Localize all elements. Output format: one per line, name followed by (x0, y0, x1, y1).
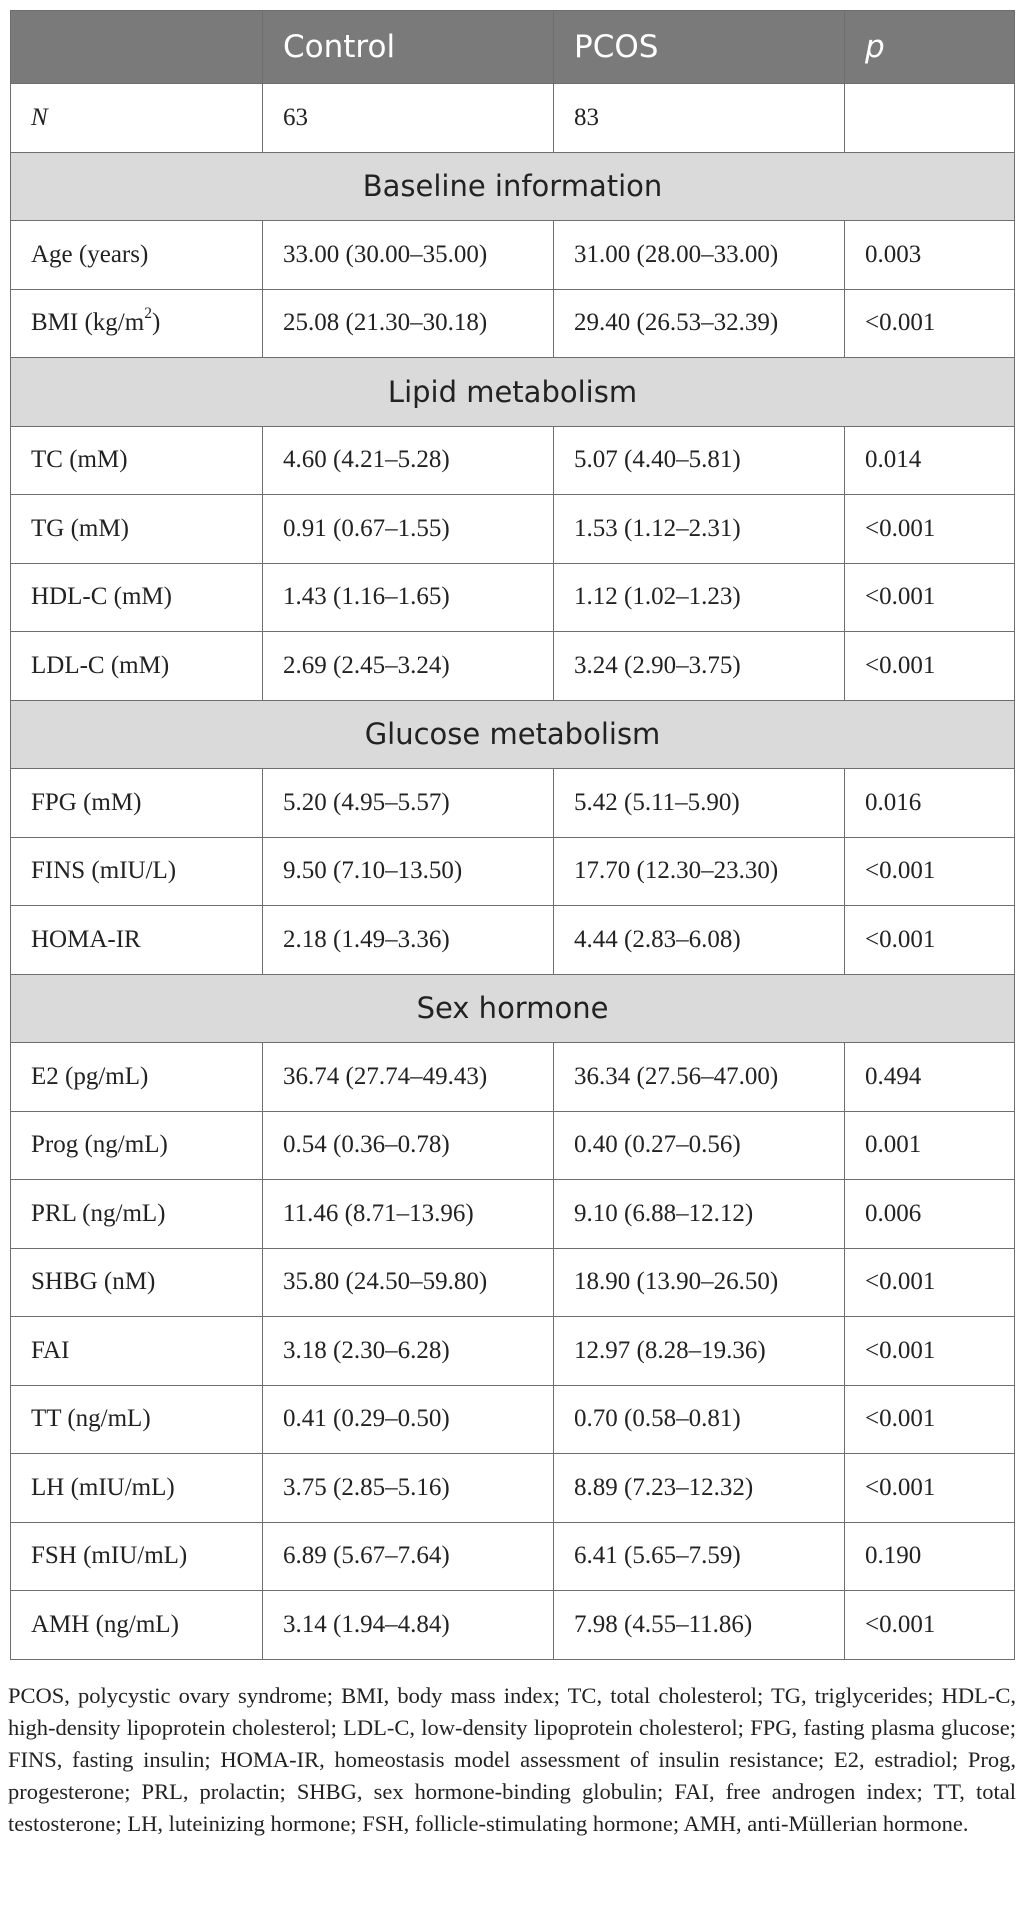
table-header-row (11, 11, 1015, 84)
control-value: 35.80 (24.50–59.80) (263, 1248, 554, 1317)
control-value: 3.18 (2.30–6.28) (263, 1317, 554, 1386)
header-label-column (11, 11, 263, 84)
pcos-value: 1.53 (1.12–2.31) (554, 495, 845, 564)
table-row (11, 1317, 1015, 1386)
row-label: FINS (mIU/L) (11, 837, 263, 906)
section-header-row (11, 152, 1015, 221)
table-row (11, 1454, 1015, 1523)
p-value: <0.001 (845, 837, 1015, 906)
table-row (11, 1522, 1015, 1591)
section-header-row (11, 358, 1015, 427)
p-value: 0.003 (845, 221, 1015, 290)
p-value: <0.001 (845, 632, 1015, 701)
control-value: 4.60 (4.21–5.28) (263, 426, 554, 495)
pcos-value: 5.07 (4.40–5.81) (554, 426, 845, 495)
table-row (11, 563, 1015, 632)
p-value: 0.016 (845, 769, 1015, 838)
p-value: <0.001 (845, 1248, 1015, 1317)
p-value: <0.001 (845, 563, 1015, 632)
pcos-value: 0.70 (0.58–0.81) (554, 1385, 845, 1454)
control-value: 2.69 (2.45–3.24) (263, 632, 554, 701)
row-label: N (11, 84, 263, 153)
pcos-value: 83 (554, 84, 845, 153)
header-control: Control (263, 11, 554, 84)
table-row (11, 1111, 1015, 1180)
pcos-value: 3.24 (2.90–3.75) (554, 632, 845, 701)
control-value: 3.14 (1.94–4.84) (263, 1591, 554, 1660)
control-value: 36.74 (27.74–49.43) (263, 1043, 554, 1112)
table-row (11, 1180, 1015, 1249)
comparison-table (10, 10, 1015, 1660)
p-value: 0.190 (845, 1522, 1015, 1591)
section-title: Baseline information (11, 152, 1015, 221)
row-label: HOMA-IR (11, 906, 263, 975)
p-value: <0.001 (845, 906, 1015, 975)
p-value: 0.006 (845, 1180, 1015, 1249)
p-value: <0.001 (845, 1454, 1015, 1523)
table-row (11, 837, 1015, 906)
control-value: 5.20 (4.95–5.57) (263, 769, 554, 838)
table-body (11, 84, 1015, 1660)
control-value: 6.89 (5.67–7.64) (263, 1522, 554, 1591)
control-value: 0.41 (0.29–0.50) (263, 1385, 554, 1454)
pcos-value: 9.10 (6.88–12.12) (554, 1180, 845, 1249)
p-value: <0.001 (845, 495, 1015, 564)
row-label: FAI (11, 1317, 263, 1386)
control-value: 33.00 (30.00–35.00) (263, 221, 554, 290)
control-value: 25.08 (21.30–30.18) (263, 289, 554, 358)
table-row (11, 1591, 1015, 1660)
header-pcos: PCOS (554, 11, 845, 84)
table-row (11, 426, 1015, 495)
pcos-value: 17.70 (12.30–23.30) (554, 837, 845, 906)
control-value: 11.46 (8.71–13.96) (263, 1180, 554, 1249)
table-row (11, 495, 1015, 564)
row-label: Prog (ng/mL) (11, 1111, 263, 1180)
table-row (11, 906, 1015, 975)
sample-size-row (11, 84, 1015, 153)
pcos-value: 0.40 (0.27–0.56) (554, 1111, 845, 1180)
control-value: 2.18 (1.49–3.36) (263, 906, 554, 975)
table-footnote: PCOS, polycystic ovary syndrome; BMI, body mass index; TC, total cholesterol; TG, triglycerides; HDL-C, high-density lipoprotein cholesterol; LDL-C, low-density lipoprotein cholesterol; FPG, fasting plasma glucose; FINS, fasting insulin; HOMA-IR, homeostasis model assessment of insulin resistance; E2, estradiol; Prog, progesterone; PRL, prolactin; SHBG, sex hormone-binding globulin; FAI, free androgen index; TT, total testosterone; LH, luteinizing hormone; FSH, follicle-stimulating hormone; AMH, anti-Müllerian hormone. (8, 1683, 1016, 1836)
pcos-value: 12.97 (8.28–19.36) (554, 1317, 845, 1386)
pcos-value: 8.89 (7.23–12.32) (554, 1454, 845, 1523)
p-value: <0.001 (845, 289, 1015, 358)
pcos-value: 1.12 (1.02–1.23) (554, 563, 845, 632)
row-label: LDL-C (mM) (11, 632, 263, 701)
section-header-row (11, 974, 1015, 1043)
pcos-value: 29.40 (26.53–32.39) (554, 289, 845, 358)
pcos-value: 31.00 (28.00–33.00) (554, 221, 845, 290)
pcos-value: 36.34 (27.56–47.00) (554, 1043, 845, 1112)
pcos-value: 4.44 (2.83–6.08) (554, 906, 845, 975)
row-label: PRL (ng/mL) (11, 1180, 263, 1249)
section-title: Lipid metabolism (11, 358, 1015, 427)
control-value: 63 (263, 84, 554, 153)
control-value: 0.54 (0.36–0.78) (263, 1111, 554, 1180)
control-value: 0.91 (0.67–1.55) (263, 495, 554, 564)
table-row (11, 1043, 1015, 1112)
row-label: FSH (mIU/mL) (11, 1522, 263, 1591)
row-label: AMH (ng/mL) (11, 1591, 263, 1660)
pcos-value: 7.98 (4.55–11.86) (554, 1591, 845, 1660)
row-label: Age (years) (11, 221, 263, 290)
row-label: FPG (mM) (11, 769, 263, 838)
row-label: TC (mM) (11, 426, 263, 495)
row-label (11, 289, 263, 358)
p-value: 0.014 (845, 426, 1015, 495)
table-row (11, 632, 1015, 701)
table-row (11, 1248, 1015, 1317)
section-title: Sex hormone (11, 974, 1015, 1043)
comparison-table-container (10, 10, 1014, 1660)
control-value: 3.75 (2.85–5.16) (263, 1454, 554, 1523)
pcos-value: 18.90 (13.90–26.50) (554, 1248, 845, 1317)
row-label-superscript: 2 (144, 304, 152, 322)
row-label: LH (mIU/mL) (11, 1454, 263, 1523)
p-value (845, 84, 1015, 153)
control-value: 9.50 (7.10–13.50) (263, 837, 554, 906)
p-value: <0.001 (845, 1317, 1015, 1386)
table-row (11, 1385, 1015, 1454)
pcos-value: 5.42 (5.11–5.90) (554, 769, 845, 838)
section-header-row (11, 700, 1015, 769)
p-value: 0.001 (845, 1111, 1015, 1180)
p-value: <0.001 (845, 1385, 1015, 1454)
table-row (11, 289, 1015, 358)
row-label: TT (ng/mL) (11, 1385, 263, 1454)
table-row (11, 769, 1015, 838)
section-title: Glucose metabolism (11, 700, 1015, 769)
table-row (11, 221, 1015, 290)
row-label: HDL-C (mM) (11, 563, 263, 632)
p-value: 0.494 (845, 1043, 1015, 1112)
row-label-suffix: ) (151, 309, 161, 337)
pcos-value: 6.41 (5.65–7.59) (554, 1522, 845, 1591)
control-value: 1.43 (1.16–1.65) (263, 563, 554, 632)
row-label: E2 (pg/mL) (11, 1043, 263, 1112)
row-label: SHBG (nM) (11, 1248, 263, 1317)
header-p-value: p (845, 11, 1015, 84)
row-label-text: BMI (kg/m (31, 309, 145, 337)
p-value: <0.001 (845, 1591, 1015, 1660)
row-label: TG (mM) (11, 495, 263, 564)
